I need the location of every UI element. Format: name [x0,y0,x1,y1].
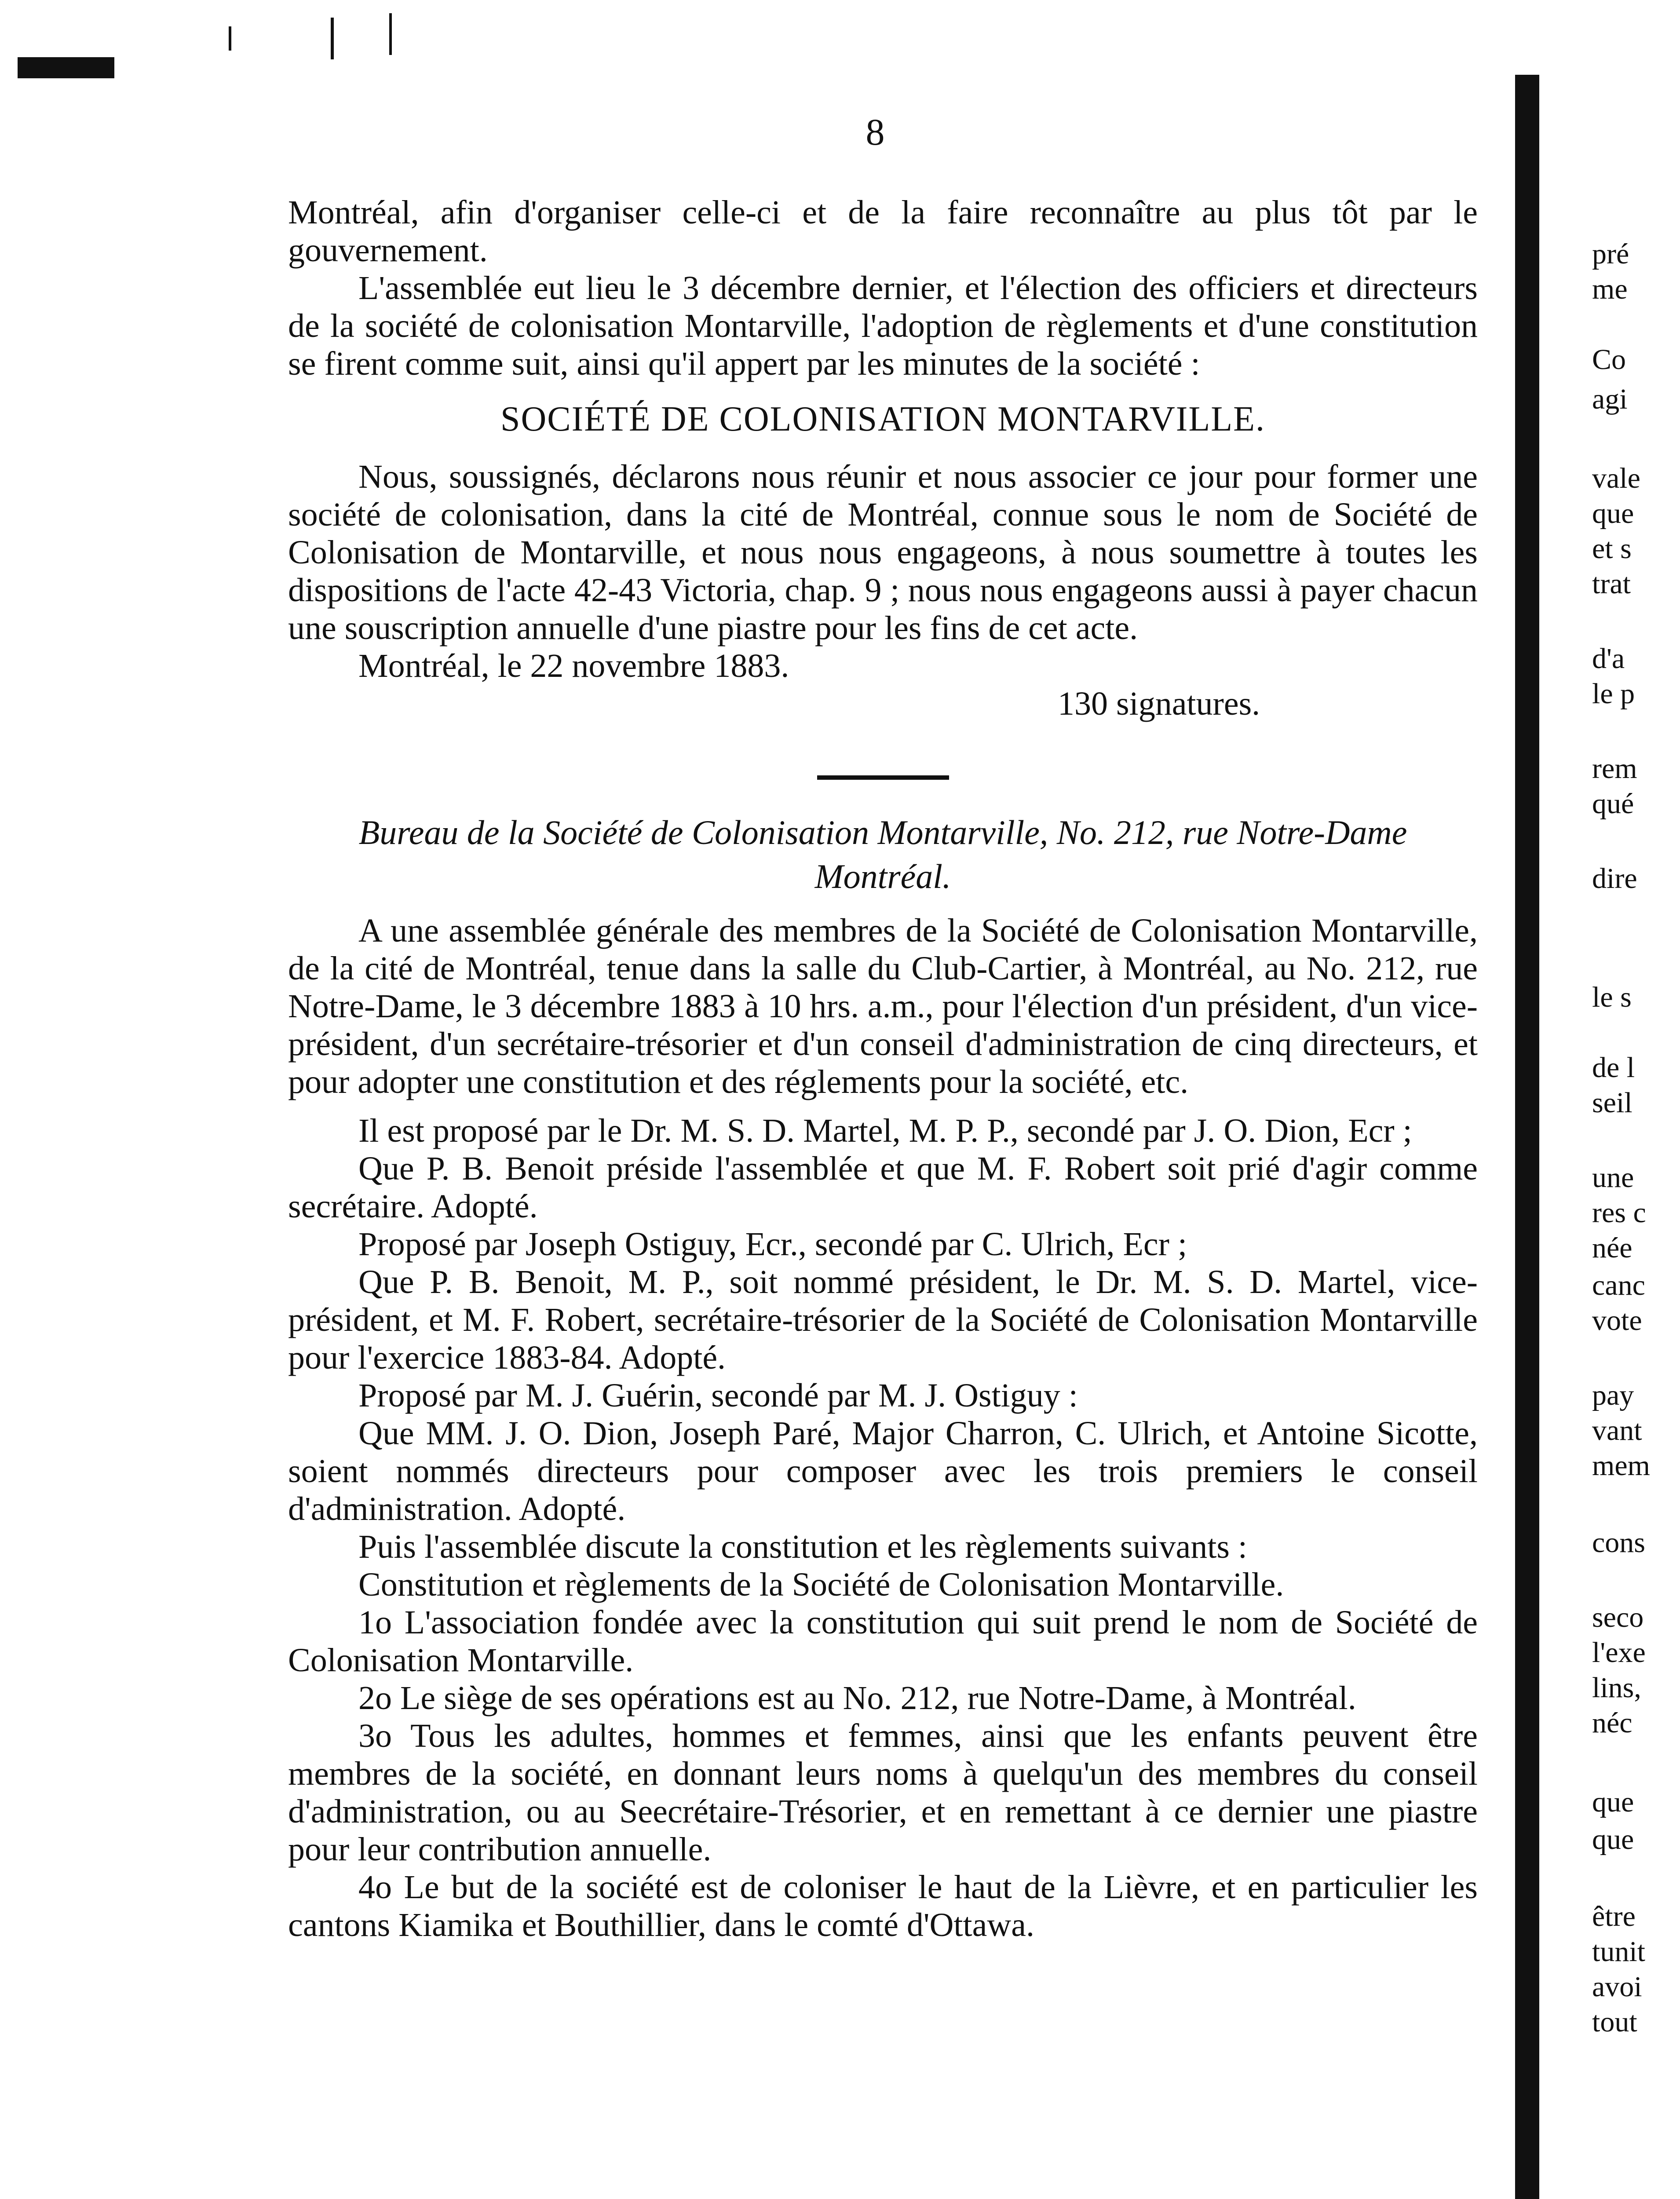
minutes-paragraph: Il est proposé par le Dr. M. S. D. Martel, M. P. P., secondé par J. O. Dion, Ecr ; [358,1112,1412,1149]
article-4: 4o Le but de la société est de coloniser le haut de la Lièvre, et en particulier les cantons Kiamika et Bouthillier, dans le comté d'Ottawa. [288,1869,1478,1943]
minutes-paragraph: Que P. B. Benoit, M. P., soit nommé président, le Dr. M. S. D. Martel, vice-président, et M. F. Robert, secrétaire-trésorier de la Société de Colonisation Montarville pour l'exercice 1883-84. Adopté. [288,1264,1478,1376]
fragment: agi [1592,383,1628,415]
fragment: tout [1592,2006,1637,2038]
fragment: vote [1592,1304,1642,1337]
date-line: Montréal, le 22 novembre 1883. [358,647,789,684]
constitution-title: Constitution et règlements de la Société de Colonisation Montarville. [358,1566,1284,1603]
paragraph-assembly: L'assemblée eut lieu le 3 décembre dernier, et l'élection des officiers et directeurs de la société de colonisation Montarville, l'adoption de règlements et d'une constitution se firent comme suit, ainsi qu'il appert par les minutes de la société : [288,270,1478,382]
fragment: trat [1592,568,1631,600]
fragment: avoi [1592,1971,1642,2003]
fragment: rem [1592,752,1637,785]
scan-mark-tick-3 [389,13,392,55]
fragment: Co [1592,343,1626,376]
bureau-line-1: Bureau de la Société de Colonisation Montarville, No. 212, rue Notre-Dame [358,813,1407,851]
article-3: 3o Tous les adultes, hommes et femmes, ainsi que les enfants peuvent être membres de la société, en donnant leurs noms à quelqu'un des membres du conseil d'administration, ou au Seecrétaire-Trésorier, et en remettant à ce dernier une piastre pour leur contribution annuelle. [288,1717,1478,1868]
fragment: tunit [1592,1936,1646,1968]
fragment: mem [1592,1450,1650,1482]
article-1: 1o L'association fondée avec la constitution qui suit prend le nom de Société de Colonisation Montarville. [288,1604,1478,1679]
minutes-paragraph: Que P. B. Benoit préside l'assemblée et que M. F. Robert soit prié d'agir comme secrétaire. Adopté. [288,1150,1478,1225]
signatures-line: 130 signatures. [1058,685,1260,722]
fragment: qué [1592,788,1634,820]
fragment: que [1592,1823,1634,1856]
section-heading: SOCIÉTÉ DE COLONISATION MONTARVILLE. [500,400,1266,438]
scan-mark-top-left [18,57,114,78]
fragment: pay [1592,1379,1634,1411]
fragment: seco [1592,1601,1644,1633]
minutes-paragraph: A une assemblée générale des membres de la Société de Colonisation Montarville, de la cité de Montréal, tenue dans la salle du Club-Cartier, à Montréal, au No. 212, rue Notre-Dame, le 3 décembre 1883 à 10 hrs. a.m., pour l'élection d'un président, d'un vice-président, d'un secrétaire-trésorier et d'un conseil d'administration de cinq directeurs, et pour adopter une constitution et des réglements pour la société, etc. [288,912,1478,1100]
horizontal-rule [817,775,949,780]
page-gutter-bar [1515,75,1539,2199]
fragment: pré [1592,238,1629,270]
minutes-paragraph: Que MM. J. O. Dion, Joseph Paré, Major Charron, C. Ulrich, et Antoine Sicotte, soient nommés directeurs pour composer avec les trois premiers le conseil d'administration. Adopté. [288,1415,1478,1527]
fragment: d'a [1592,643,1625,675]
fragment: cons [1592,1527,1645,1559]
page-number: 8 [866,111,885,153]
fragment: de l [1592,1052,1635,1084]
main-text-column [288,194,1478,1944]
scan-mark-tick-2 [331,18,334,59]
fragment: vale [1592,462,1640,494]
fragment: res c [1592,1197,1646,1229]
scan-noise-bottom [114,2195,1500,2199]
scan-mark-tick-1 [229,26,231,51]
fragment: que [1592,497,1634,530]
fragment: le p [1592,678,1635,710]
fragment: seil [1592,1087,1633,1119]
fragment: née [1592,1232,1633,1264]
fragment: que [1592,1786,1634,1818]
declaration-paragraph: Nous, soussignés, déclarons nous réunir et nous associer ce jour pour former une société de colonisation, dans la cité de Montréal, connue sous le nom de Société de Colonisation de Montarville, et nous nous engageons, à nous soumettre à toutes les dispositions de l'acte 42-43 Victoria, chap. 9 ; nous nous engageons aussi à payer chacun une souscription annuelle d'une piastre pour les fins de cet acte. [288,458,1478,647]
fragment: être [1592,1900,1636,1932]
minutes-paragraph: Puis l'assemblée discute la constitution et les règlements suivants : [358,1528,1248,1565]
fragment: canc [1592,1269,1645,1301]
adjacent-page-fragments [1592,0,1680,2199]
fragment: l'exe [1592,1636,1646,1669]
fragment: dire [1592,862,1637,895]
paragraph-intro: Montréal, afin d'organiser celle-ci et de la faire reconnaître au plus tôt par le gouvernement. [288,194,1478,269]
bureau-line-2: Montréal. [814,857,951,895]
fragment: vant [1592,1414,1642,1447]
fragment: le s [1592,981,1632,1013]
fragment: une [1592,1162,1634,1194]
fragment: néc [1592,1707,1633,1739]
minutes-paragraph: Proposé par M. J. Guérin, secondé par M. J. Ostiguy : [358,1377,1078,1414]
article-2: 2o Le siège de ses opérations est au No. 212, rue Notre-Dame, à Montréal. [358,1680,1356,1717]
minutes-paragraph: Proposé par Joseph Ostiguy, Ecr., secondé par C. Ulrich, Ecr ; [358,1226,1187,1263]
fragment: lins, [1592,1672,1641,1704]
bureau-header [288,811,1478,899]
fragment: me [1592,273,1628,305]
fragment: et s [1592,533,1632,565]
